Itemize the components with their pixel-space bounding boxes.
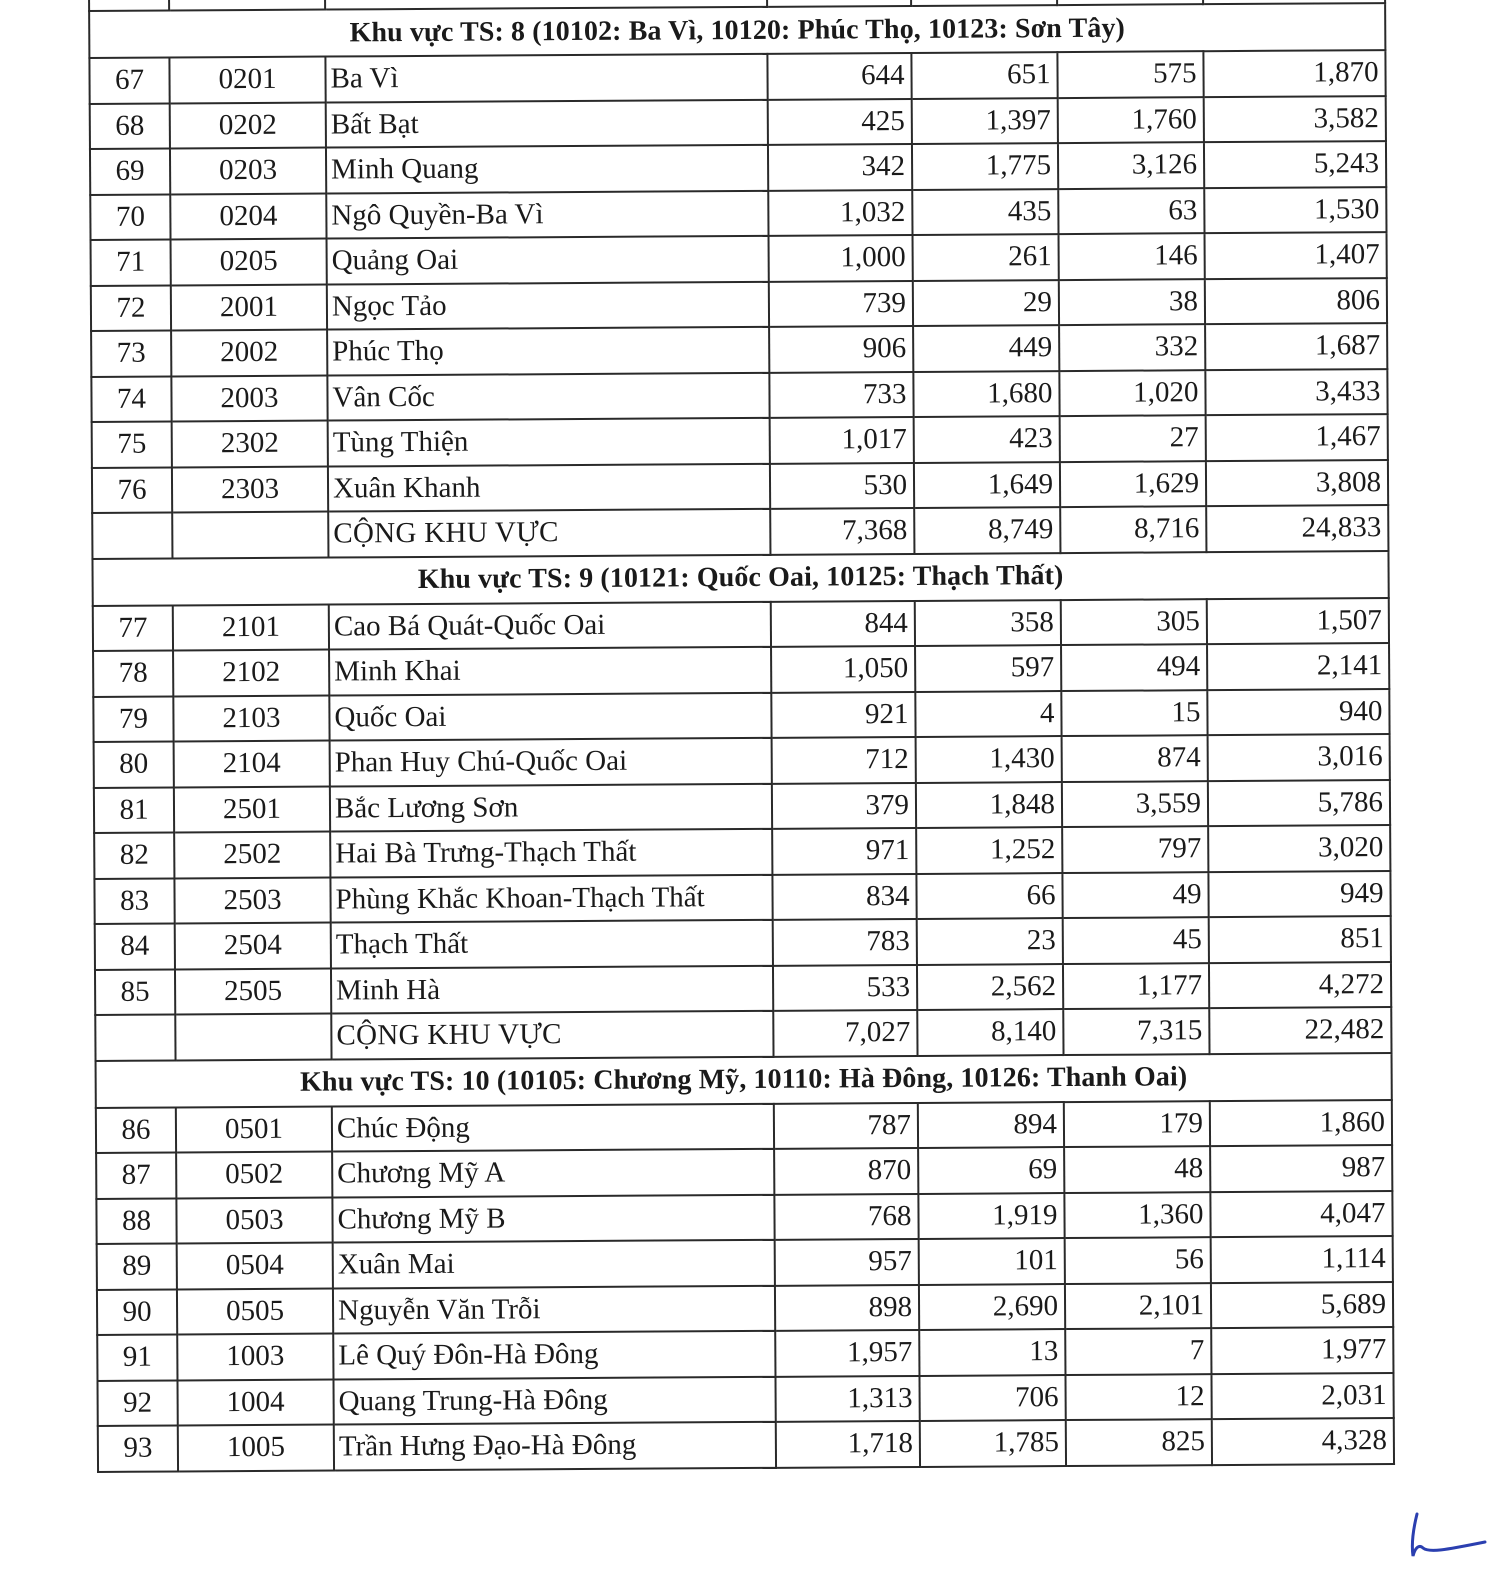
school-code: 2503 [174,877,330,923]
total-col-1: 7,027 [773,1010,917,1056]
row-total: 4,328 [1212,1418,1394,1465]
value-col-3: 797 [1062,826,1208,872]
document-page [88,0,1393,1472]
value-col-3: 874 [1062,735,1208,781]
school-name: Ngô Quyền-Ba Vì [326,190,768,238]
row-total: 2,031 [1211,1373,1393,1420]
school-name: Phùng Khắc Khoan-Thạch Thất [330,874,772,922]
value-col-3: 27 [1060,415,1206,461]
row-total: 1,870 [1203,50,1385,97]
row-total: 949 [1208,871,1390,918]
value-col-2: 1,919 [918,1193,1064,1239]
row-number: 87 [96,1152,176,1198]
school-name: Tùng Thiện [328,418,770,466]
row-number: 68 [90,103,170,149]
total-col-2: 8,140 [917,1009,1063,1055]
value-col-1: 906 [769,326,913,372]
row-number: 89 [97,1243,177,1289]
table-row [93,689,1389,742]
table-row [94,825,1390,878]
row-number: 92 [97,1380,177,1426]
school-name: Ba Vì [325,54,767,102]
table-row [97,1236,1393,1289]
table-row [92,414,1388,467]
value-col-3: 7 [1065,1328,1211,1374]
value-col-1: 1,050 [771,646,915,692]
value-col-3: 1,177 [1063,963,1209,1009]
school-code: 2102 [173,650,329,696]
row-number: 77 [93,605,173,651]
school-name: Trần Hưng Đạo-Hà Đông [334,1422,776,1470]
school-code: 2501 [174,786,330,832]
row-number: 86 [96,1107,176,1153]
table-row [96,1191,1392,1244]
value-col-1: 712 [772,737,916,783]
school-name: Vân Cốc [327,372,769,420]
row-total: 1,467 [1206,414,1388,461]
table-row [93,643,1389,696]
school-name: Quảng Oai [327,236,769,284]
value-col-3: 49 [1062,872,1208,918]
value-col-1: 739 [769,280,913,326]
school-code: 2103 [173,695,329,741]
row-total: 1,114 [1211,1236,1393,1283]
value-col-3: 3,559 [1062,781,1208,827]
section-header-row [96,1053,1392,1108]
value-col-3: 12 [1065,1374,1211,1420]
empty-cell [175,1014,331,1060]
value-col-1: 844 [771,600,915,646]
grand-total: 22,482 [1209,1007,1391,1054]
school-code: 2302 [172,421,328,467]
school-name: Chương Mỹ A [332,1149,774,1197]
school-name: Ngọc Tảo [327,281,769,329]
row-number: 93 [98,1425,178,1471]
school-name: Bất Bạt [326,99,768,147]
value-col-1: 1,957 [775,1330,919,1376]
row-total: 2,141 [1207,643,1389,690]
value-col-1: 898 [775,1284,919,1330]
row-total: 1,687 [1205,323,1387,370]
table-row [96,1145,1392,1198]
table-row [97,1282,1393,1335]
value-col-3: 332 [1059,324,1205,370]
school-name: Quốc Oai [329,692,771,740]
school-code: 2505 [175,968,331,1014]
school-name: Chương Mỹ B [332,1194,774,1242]
empty-cell [172,512,328,558]
school-name: Cao Bá Quát-Quốc Oai [329,601,771,649]
row-number: 72 [91,285,171,331]
table-row [97,1373,1393,1426]
value-col-2: 1,252 [916,827,1062,873]
value-col-2: 423 [914,416,1060,462]
value-col-2: 358 [915,600,1061,646]
value-col-2: 2,690 [919,1284,1065,1330]
row-total: 4,272 [1209,962,1391,1009]
school-code: 1005 [178,1425,334,1471]
empty-cell [92,512,172,558]
value-col-1: 425 [768,98,912,144]
row-number: 83 [94,878,174,924]
value-col-3: 3,126 [1058,142,1204,188]
row-total: 1,507 [1207,598,1389,645]
value-col-1: 530 [770,462,914,508]
table-row [96,1100,1392,1153]
school-name: Nguyễn Văn Trỗi [333,1285,775,1333]
school-code: 2104 [174,741,330,787]
value-col-3: 48 [1064,1146,1210,1192]
row-number: 69 [90,149,170,195]
table-row [94,871,1390,924]
value-col-3: 2,101 [1065,1283,1211,1329]
value-col-1: 870 [774,1148,918,1194]
school-code: 0201 [169,57,325,103]
table-row [91,323,1387,376]
row-number: 70 [90,194,170,240]
value-col-3: 575 [1057,51,1203,97]
school-name: Phúc Thọ [327,327,769,375]
school-code: 2003 [171,375,327,421]
value-col-2: 66 [916,873,1062,919]
value-col-2: 29 [913,280,1059,326]
row-number: 78 [93,650,173,696]
section-header-row [92,551,1388,606]
total-label: CỘNG KHU VỰC [328,509,770,557]
value-col-2: 1,848 [916,782,1062,828]
total-col-1: 7,368 [770,508,914,554]
school-code: 0204 [170,193,326,239]
row-total: 1,977 [1211,1327,1393,1374]
row-number: 91 [97,1334,177,1380]
value-col-2: 1,430 [916,736,1062,782]
school-code: 0504 [177,1243,333,1289]
value-col-1: 644 [767,53,911,99]
total-label: CỘNG KHU VỰC [331,1011,773,1059]
school-code: 2002 [171,330,327,376]
value-col-2: 435 [912,189,1058,235]
table-row [90,96,1386,149]
school-name: Hai Bà Trưng-Thạch Thất [330,829,772,877]
school-code: 2303 [172,466,328,512]
row-total: 1,407 [1205,232,1387,279]
value-col-2: 4 [915,691,1061,737]
school-code: 2001 [171,284,327,330]
row-total: 5,786 [1208,780,1390,827]
row-number: 88 [96,1198,176,1244]
value-col-1: 834 [772,873,916,919]
row-number: 84 [95,923,175,969]
value-col-2: 449 [913,325,1059,371]
table-row [91,232,1387,285]
value-col-3: 305 [1061,599,1207,645]
value-col-3: 15 [1061,690,1207,736]
value-col-1: 783 [773,919,917,965]
row-total: 806 [1205,278,1387,325]
school-code: 0502 [176,1152,332,1198]
row-total: 3,433 [1205,369,1387,416]
row-number: 79 [93,696,173,742]
school-name: Chúc Động [332,1103,774,1151]
value-col-3: 146 [1059,233,1205,279]
row-total: 1,860 [1210,1100,1392,1147]
school-code: 0202 [170,102,326,148]
table-row [95,916,1391,969]
value-col-2: 261 [913,234,1059,280]
school-code: 2504 [175,923,331,969]
value-col-1: 1,017 [770,417,914,463]
table-row [94,734,1390,787]
value-col-1: 1,313 [775,1375,919,1421]
row-number: 71 [91,240,171,286]
enrollment-table [88,0,1395,1472]
row-total: 3,020 [1208,825,1390,872]
school-name: Bắc Lương Sơn [330,783,772,831]
value-col-2: 706 [919,1375,1065,1421]
table-row [89,50,1385,103]
school-name: Thạch Thất [331,920,773,968]
value-col-3: 825 [1066,1419,1212,1465]
value-col-2: 1,680 [913,371,1059,417]
section-total-row [92,505,1388,558]
section-header: Khu vực TS: 10 (10105: Chương Mỹ, 10110: Hà Đông, 10126: Thanh Oai) [96,1053,1392,1108]
total-col-2: 8,749 [914,507,1060,553]
row-total: 3,808 [1206,460,1388,507]
school-name: Minh Khai [329,647,771,695]
row-total: 987 [1210,1145,1392,1192]
school-name: Quang Trung-Hà Đông [333,1376,775,1424]
total-col-3: 8,716 [1060,506,1206,552]
section-header: Khu vực TS: 9 (10121: Quốc Oai, 10125: Thạch Thất) [92,551,1388,606]
value-col-3: 56 [1065,1237,1211,1283]
school-name: Lê Quý Đôn-Hà Đông [333,1331,775,1379]
value-col-3: 179 [1064,1101,1210,1147]
total-col-3: 7,315 [1063,1008,1209,1054]
value-col-1: 787 [774,1102,918,1148]
row-number: 67 [89,58,169,104]
value-col-2: 597 [915,645,1061,691]
value-col-1: 1,000 [769,235,913,281]
row-total: 3,582 [1204,96,1386,143]
row-total: 5,243 [1204,141,1386,188]
school-name: Xuân Khanh [328,463,770,511]
row-total: 1,530 [1204,187,1386,234]
row-number: 90 [97,1289,177,1335]
value-col-2: 1,649 [914,462,1060,508]
value-col-1: 379 [772,782,916,828]
row-total: 940 [1207,689,1389,736]
table-row [90,187,1386,240]
table-row [92,460,1388,513]
table-body [89,0,1394,1471]
row-number: 73 [91,330,171,376]
value-col-1: 1,032 [768,189,912,235]
school-code: 0505 [177,1288,333,1334]
table-row [90,141,1386,194]
value-col-1: 971 [772,828,916,874]
row-total: 5,689 [1211,1282,1393,1329]
section-header: Khu vực TS: 8 (10102: Ba Vì, 10120: Phúc Thọ, 10123: Sơn Tây) [89,3,1385,58]
school-code: 1003 [177,1334,333,1380]
value-col-1: 1,718 [776,1421,920,1467]
value-col-3: 63 [1058,188,1204,234]
table-row [98,1418,1394,1471]
signature-mark [1405,1508,1490,1563]
value-col-1: 957 [775,1239,919,1285]
value-col-2: 13 [919,1329,1065,1375]
row-number: 85 [95,969,175,1015]
grand-total: 24,833 [1206,505,1388,552]
row-number: 80 [94,741,174,787]
row-total: 851 [1209,916,1391,963]
table-row [91,369,1387,422]
row-number: 74 [91,376,171,422]
row-number: 81 [94,787,174,833]
value-col-3: 45 [1063,917,1209,963]
value-col-3: 38 [1059,279,1205,325]
value-col-1: 533 [773,964,917,1010]
school-code: 2502 [174,832,330,878]
section-header-row [89,3,1385,58]
value-col-1: 342 [768,144,912,190]
value-col-2: 2,562 [917,964,1063,1010]
section-total-row [95,1007,1391,1060]
row-total: 4,047 [1210,1191,1392,1238]
school-code: 0205 [171,239,327,285]
value-col-2: 1,775 [912,143,1058,189]
school-code: 0203 [170,148,326,194]
school-code: 2101 [173,604,329,650]
value-col-2: 101 [919,1238,1065,1284]
value-col-1: 768 [774,1193,918,1239]
value-col-3: 494 [1061,644,1207,690]
table-row [93,598,1389,651]
value-col-2: 651 [911,52,1057,98]
table-row [95,962,1391,1015]
value-col-3: 1,760 [1058,97,1204,143]
empty-cell [95,1014,175,1060]
row-number: 75 [92,421,172,467]
value-col-3: 1,020 [1059,370,1205,416]
value-col-3: 1,629 [1060,461,1206,507]
table-row [91,278,1387,331]
row-number: 76 [92,467,172,513]
value-col-2: 1,785 [920,1420,1066,1466]
row-number: 82 [94,832,174,878]
school-name: Minh Hà [331,965,773,1013]
table-row [94,780,1390,833]
row-total: 3,016 [1208,734,1390,781]
school-name: Minh Quang [326,145,768,193]
school-code: 0503 [176,1197,332,1243]
value-col-1: 733 [769,371,913,417]
value-col-2: 69 [918,1147,1064,1193]
table-row [97,1327,1393,1380]
school-code: 1004 [177,1379,333,1425]
value-col-2: 1,397 [912,98,1058,144]
value-col-1: 921 [771,691,915,737]
school-name: Xuân Mai [333,1240,775,1288]
value-col-2: 894 [918,1102,1064,1148]
value-col-2: 23 [917,918,1063,964]
school-name: Phan Huy Chú-Quốc Oai [330,738,772,786]
value-col-3: 1,360 [1064,1192,1210,1238]
school-code: 0501 [176,1106,332,1152]
